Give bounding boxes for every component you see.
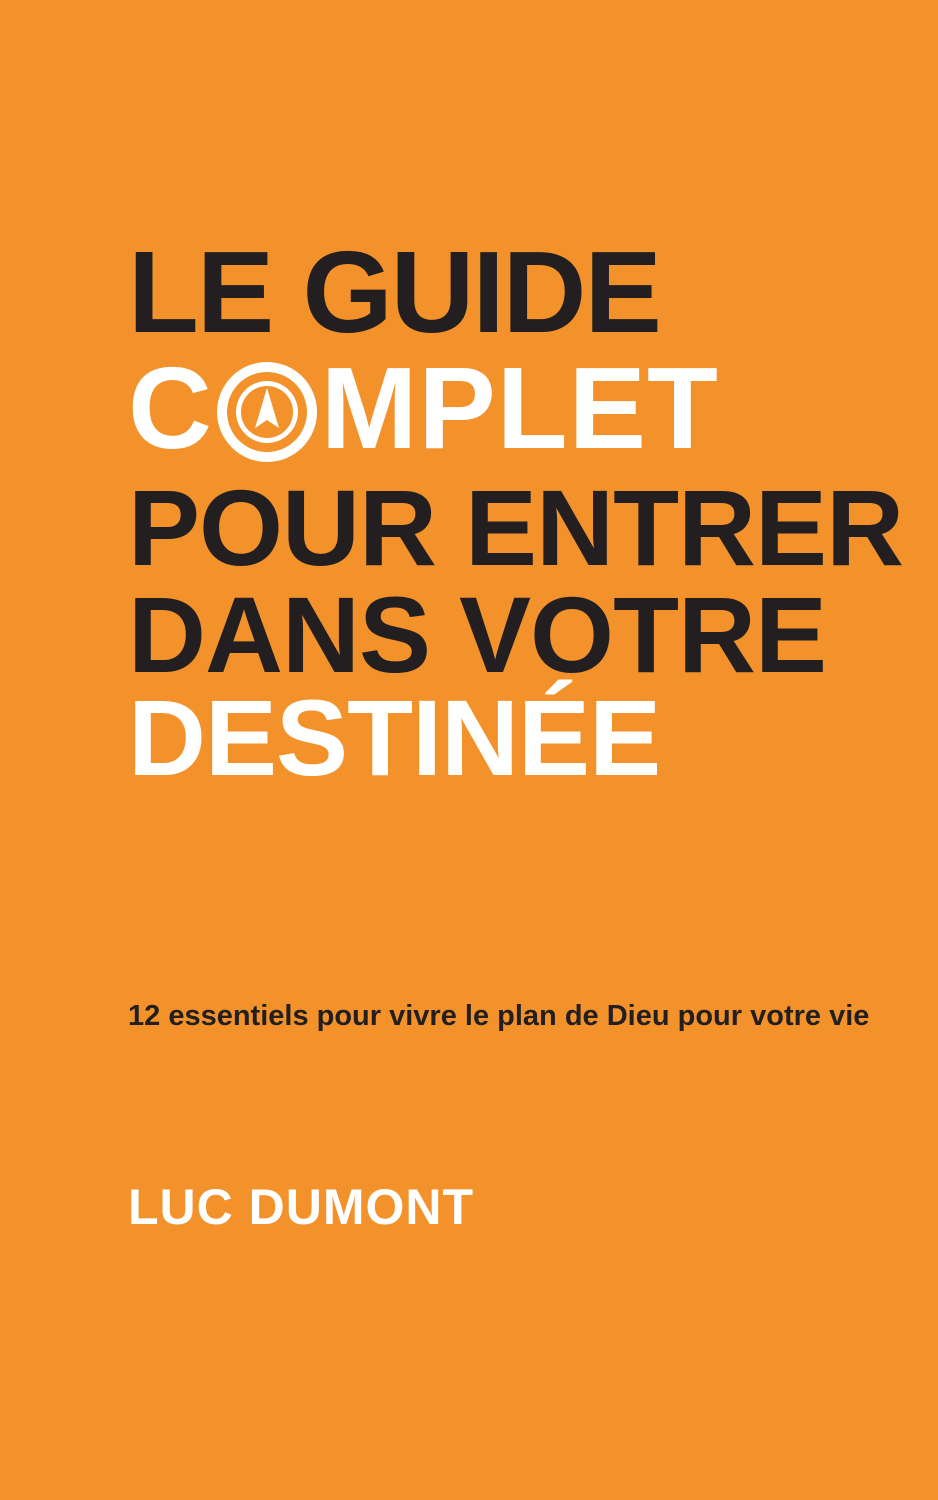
title-line-4: DANS VOTRE bbox=[128, 573, 827, 695]
title-block bbox=[128, 227, 904, 798]
title-line-2-prefix: C bbox=[128, 342, 213, 473]
title-line-2-suffix: MPLET bbox=[320, 342, 719, 473]
title-line-2 bbox=[128, 342, 848, 473]
title-line-1: LE GUIDE bbox=[128, 227, 660, 357]
author-name: LUC DUMONT bbox=[128, 1179, 475, 1235]
title-line-5: DESTINÉE bbox=[128, 676, 661, 798]
title-line-3: POUR ENTRER bbox=[128, 466, 904, 588]
compass-icon bbox=[215, 360, 319, 464]
subtitle: 12 essentiels pour vivre le plan de Dieu pour votre vie bbox=[128, 1000, 870, 1032]
